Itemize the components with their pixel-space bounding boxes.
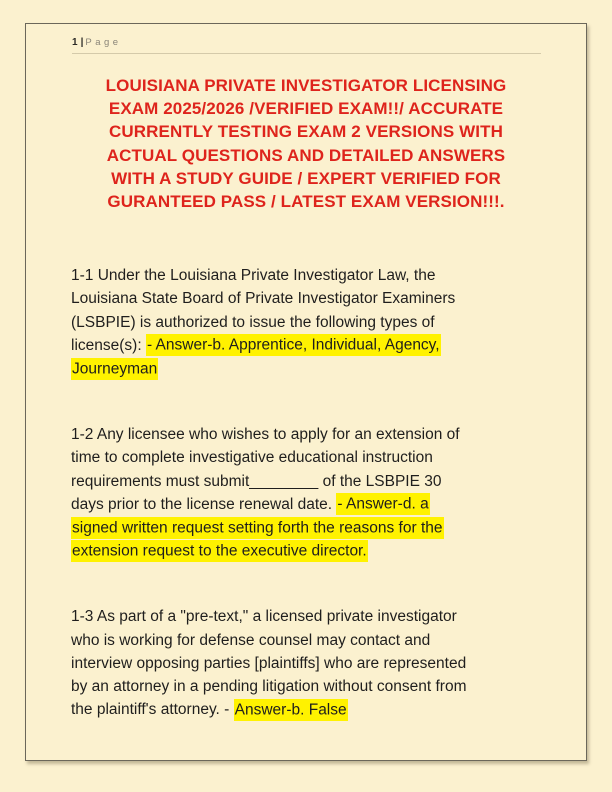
question-1-1 — [71, 264, 542, 380]
title-line: LOUISIANA PRIVATE INVESTIGATOR LICENSING — [105, 76, 507, 95]
question-text: the plaintiff's attorney. - — [71, 701, 234, 719]
title-line: ACTUAL QUESTIONS AND DETAILED ANSWERS — [106, 145, 506, 165]
question-line — [71, 698, 542, 721]
question-text: 1-2 Any licensee who wishes to apply for an extension of — [71, 426, 460, 444]
question-line — [71, 539, 542, 562]
question-text: 1-1 Under the Louisiana Private Investigator Law, the — [71, 267, 436, 285]
highlighted-answer: - Answer-b. Apprentice, Individual, Agency, — [146, 334, 441, 356]
page-number-separator: | — [80, 37, 84, 48]
question-text: requirements must submit________ of the LSBPIE 30 — [71, 472, 442, 490]
question-line — [71, 264, 542, 287]
question-text: Louisiana State Board of Private Investigator Examiners — [71, 290, 456, 308]
highlighted-answer: - Answer-d. a — [336, 493, 429, 515]
question-text: by an attorney in a pending litigation without consent from — [71, 678, 467, 696]
question-line — [71, 516, 542, 539]
question-line — [71, 605, 542, 628]
question-1-2 — [71, 423, 542, 562]
question-line — [71, 629, 542, 652]
page-frame — [25, 23, 587, 761]
question-text: 1-3 As part of a "pre-text," a licensed private investigator — [71, 608, 457, 626]
title-line: EXAM 2025/2026 /VERIFIED EXAM!!/ ACCURATE — [108, 99, 504, 119]
title-line: CURRENTLY TESTING EXAM 2 VERSIONS WITH — [109, 122, 503, 142]
question-line — [71, 423, 542, 446]
question-text: interview opposing parties [plaintiffs] who are represented — [71, 654, 467, 672]
highlighted-answer: signed written request setting forth the reasons for the — [71, 517, 444, 539]
question-1-3 — [71, 605, 542, 721]
question-line — [71, 652, 542, 675]
question-line — [71, 470, 542, 493]
highlighted-answer: Answer-b. False — [234, 699, 348, 721]
document-title — [26, 74, 586, 213]
question-text: time to complete investigative educational instruction — [71, 449, 433, 467]
question-line — [71, 446, 542, 469]
question-line — [71, 287, 542, 310]
question-line — [71, 493, 542, 516]
title-line: GURANTEED PASS / LATEST EXAM VERSION!!!. — [107, 192, 505, 212]
page-label: Page — [85, 37, 122, 48]
page-header — [72, 37, 541, 54]
question-line — [71, 311, 542, 334]
questions-content — [71, 264, 542, 721]
highlighted-answer: Journeyman — [71, 358, 158, 380]
question-text: (LSBPIE) is authorized to issue the following types of — [71, 313, 435, 331]
question-line — [71, 334, 542, 357]
question-text: license(s): — [71, 336, 146, 354]
title-line: WITH A STUDY GUIDE / EXPERT VERIFIED FOR — [111, 168, 501, 188]
question-text: days prior to the license renewal date. — [71, 495, 337, 513]
question-line — [71, 357, 542, 380]
highlighted-answer: extension request to the executive director. — [71, 540, 368, 562]
page-number: 1 — [72, 37, 79, 48]
question-text: who is working for defense counsel may contact and — [71, 631, 431, 649]
question-line — [71, 675, 542, 698]
